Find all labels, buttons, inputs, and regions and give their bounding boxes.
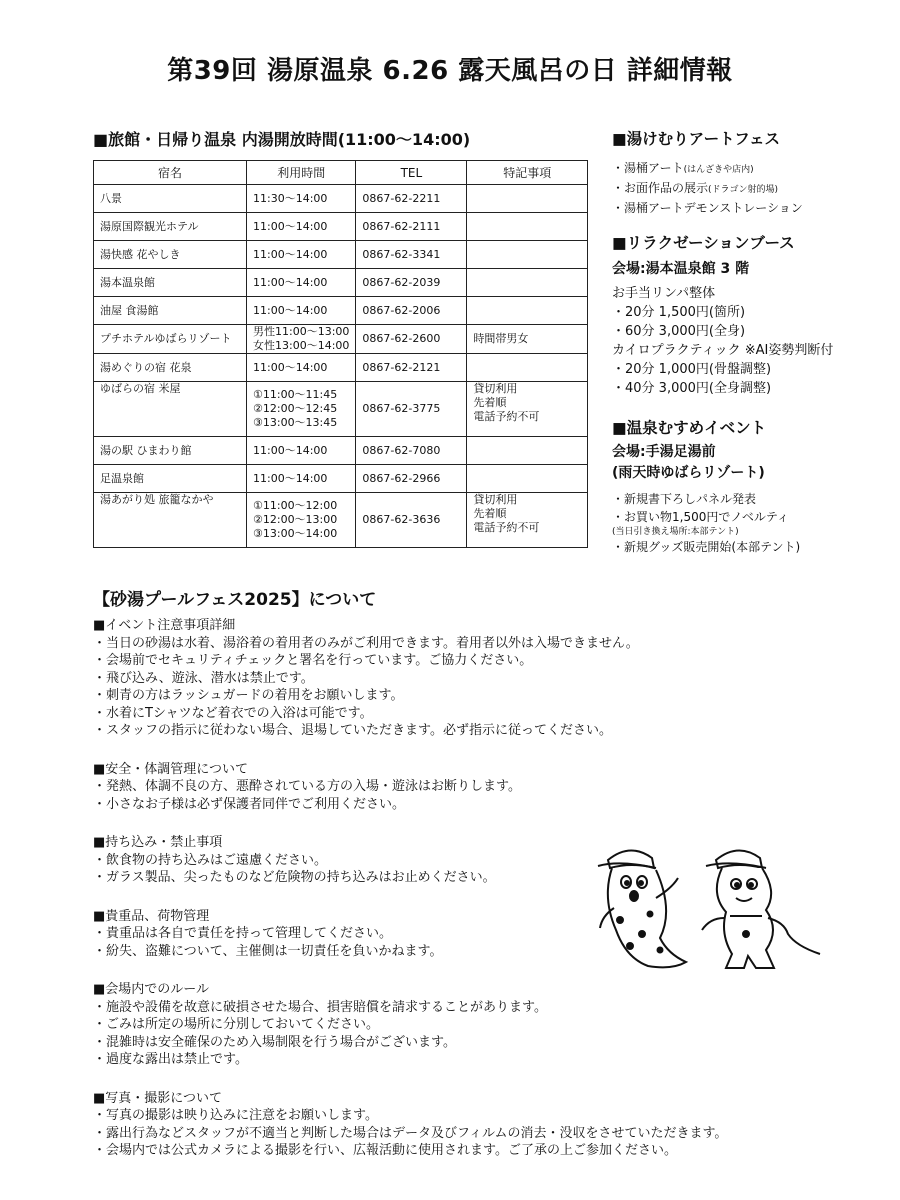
notice-line: ・混雑時は安全確保のため入場制限を行う場合がございます。 — [93, 1034, 456, 1050]
inn-tel: 0867-62-2039 — [356, 269, 467, 297]
table-row — [94, 297, 588, 325]
inn-name: 足温泉館 — [94, 465, 247, 493]
table-row — [94, 493, 588, 548]
inn-name: 湯あがり処 旅籠なかや — [94, 493, 247, 548]
column-header-time: 利用時間 — [247, 161, 356, 185]
event-item: ・お買い物1,500円でノベルティ — [612, 510, 789, 524]
table-row — [94, 241, 588, 269]
inn-name: 油屋 食湯館 — [94, 297, 247, 325]
inn-note — [467, 465, 588, 493]
mascot-left — [598, 850, 686, 967]
inn-note-line: 電話予約不可 — [473, 521, 540, 534]
inn-note — [467, 297, 588, 325]
inn-name: 湯の駅 ひまわり館 — [94, 437, 247, 465]
event-item: ・新規グッズ販売開始(本部テント) — [612, 540, 801, 554]
relax-line: ・20分 1,000円(骨盤調整) — [612, 362, 772, 377]
inn-name: 湯快感 花やしき — [94, 241, 247, 269]
inn-time-line: 11:00〜14:00 — [253, 471, 328, 485]
notice-line: ・会場内では公式カメラによる撮影を行い、広報活動に使用されます。ご了承の上ご参加ください。 — [93, 1143, 677, 1158]
notice-line: ・施設や設備を故意に破損させた場合、損害賠償を請求することがあります。 — [93, 999, 547, 1015]
notice-heading: ■貴重品、荷物管理 — [93, 908, 210, 924]
inn-time — [247, 241, 356, 269]
art-item — [612, 179, 842, 199]
inn-tel: 0867-62-2111 — [356, 213, 467, 241]
notice-heading: ■持ち込み・禁止事項 — [93, 835, 223, 850]
inn-note-line: 貸切利用 — [473, 493, 518, 506]
art-item: ・湯桶アートデモンストレーション — [612, 201, 803, 215]
relax-line: ・60分 3,000円(全身) — [612, 324, 746, 339]
inn-time-line: ②12:00〜12:45 — [253, 402, 338, 415]
notice-line: ・飲食物の持ち込みはご遠慮ください。 — [93, 852, 328, 868]
inn-time-line: ③13:00〜13:45 — [253, 416, 338, 429]
inn-time — [247, 493, 356, 548]
inn-note — [467, 437, 588, 465]
inn-time — [247, 185, 356, 213]
event-venue: 会場:手湯足湯前 — [612, 444, 716, 460]
inn-note-line: 先着順 — [473, 396, 507, 409]
inn-note — [467, 213, 588, 241]
notice-heading: ■写真・撮影について — [93, 1090, 223, 1106]
inn-time-line: 11:00〜14:00 — [253, 219, 328, 233]
relax-line: ・20分 1,500円(箇所) — [612, 305, 746, 320]
inn-tel: 0867-62-2006 — [356, 297, 467, 325]
inn-note-line: 先着順 — [473, 507, 507, 520]
notice-line: ・発熱、体調不良の方、悪酔されている方の入場・遊泳はお断りします。 — [93, 779, 521, 794]
inn-time — [247, 382, 356, 437]
pool-fest-title: 【砂湯プールフェス2025】について — [93, 590, 377, 610]
inn-table-body — [94, 185, 588, 548]
table-row — [94, 213, 588, 241]
inn-note — [467, 185, 588, 213]
inn-name: プチホテルゆばらリゾート — [94, 325, 247, 354]
event-venue-rain: (雨天時ゆばらリゾート) — [612, 465, 765, 481]
inn-time — [247, 437, 356, 465]
notice-heading: ■安全・体調管理について — [93, 761, 249, 777]
mascot-right — [702, 850, 820, 968]
inn-note — [467, 269, 588, 297]
table-row — [94, 354, 588, 382]
notice-line: ・小さなお子様は必ず保護者同伴でご利用ください。 — [93, 796, 406, 812]
inn-time — [247, 354, 356, 382]
inn-name: 湯本温泉館 — [94, 269, 247, 297]
table-header-row — [94, 161, 588, 185]
inn-time-line: 11:00〜14:00 — [253, 275, 328, 289]
relax-price-list — [612, 284, 842, 398]
inn-note — [467, 493, 588, 548]
notice-heading: ■イベント注意事項詳細 — [93, 618, 236, 633]
column-header-note: 特記事項 — [467, 161, 588, 185]
inn-time-line: 11:00〜14:00 — [253, 360, 328, 374]
inn-time — [247, 465, 356, 493]
inn-time-line: 11:00〜14:00 — [253, 303, 328, 317]
table-row — [94, 269, 588, 297]
inn-time-line: 11:30〜14:00 — [253, 191, 328, 205]
art-item-label: ・お面作品の展示 — [612, 181, 709, 195]
relax-booth-heading: ■リラクゼーションブース — [612, 234, 795, 252]
inn-tel: 0867-62-2121 — [356, 354, 467, 382]
right-column — [612, 127, 842, 556]
inn-note-line: 時間帯男女 — [473, 332, 529, 345]
inn-time-line: 女性13:00〜14:00 — [253, 339, 350, 352]
relax-line: カイロプラクティック ※AI姿勢判断付 — [612, 343, 834, 358]
table-row — [94, 382, 588, 437]
inn-note — [467, 325, 588, 354]
page-title: 第39回 湯原温泉 6.26 露天風呂の日 詳細情報 — [167, 56, 733, 86]
table-row — [94, 325, 588, 354]
notice-heading: ■会場内でのルール — [93, 982, 210, 997]
notice-section — [93, 1090, 833, 1160]
inn-tel: 0867-62-2211 — [356, 185, 467, 213]
art-item-location: (はんざきや店内) — [683, 165, 754, 175]
notice-line: ・写真の撮影は映り込みに注意をお願いします。 — [93, 1108, 378, 1123]
inn-tel: 0867-62-2966 — [356, 465, 467, 493]
mascot-illustration — [590, 838, 840, 978]
notice-section — [93, 981, 833, 1069]
event-item-note: (当日引き換え場所:本部テント) — [612, 527, 739, 537]
inn-table — [93, 160, 588, 548]
notice-line: ・露出行為などスタッフが不適当と判断した場合はデータ及びフィルムの消去・没収をさせていただきます。 — [93, 1125, 728, 1141]
inn-note — [467, 382, 588, 437]
column-header-name: 宿名 — [94, 161, 247, 185]
inn-time-line: ①11:00〜12:00 — [253, 499, 338, 512]
inn-tel: 0867-62-3636 — [356, 493, 467, 548]
notice-line: ・当日の砂湯は水着、湯浴着の着用者のみがご利用できます。着用者以外は入場できません。 — [93, 635, 639, 651]
notice-line: ・会場前でセキュリティチェックと署名を行っています。ご協力ください。 — [93, 653, 533, 668]
relax-line: ・40分 3,000円(全身調整) — [612, 381, 772, 396]
art-fest-heading: ■湯けむりアートフェス — [612, 130, 780, 148]
art-item-label: ・湯桶アート — [612, 161, 684, 175]
inn-name: 湯原国際観光ホテル — [94, 213, 247, 241]
notice-line: ・貴重品は各自で責任を持って管理してください。 — [93, 926, 393, 941]
relax-line: お手当リンパ整体 — [612, 286, 716, 301]
table-row — [94, 465, 588, 493]
inn-note — [467, 241, 588, 269]
inn-time — [247, 297, 356, 325]
inn-time-line: 11:00〜14:00 — [253, 443, 328, 457]
art-item-location: (ドラゴン射的場) — [708, 185, 779, 195]
notice-line: ・ごみは所定の場所に分別しておいてください。 — [93, 1017, 380, 1032]
inn-time-line: ①11:00〜11:45 — [253, 388, 338, 401]
notice-line: ・刺青の方はラッシュガードの着用をお願いします。 — [93, 688, 404, 703]
inn-name: 八景 — [94, 185, 247, 213]
inn-time-line: 11:00〜14:00 — [253, 247, 328, 261]
column-header-tel: TEL — [356, 161, 467, 185]
notice-line: ・水着にTシャツなど着衣での入浴は可能です。 — [93, 705, 373, 721]
onsen-musume-heading: ■温泉むすめイベント — [612, 419, 767, 437]
table-row — [94, 185, 588, 213]
notice-section — [93, 761, 833, 814]
inn-note-line: 電話予約不可 — [473, 410, 540, 423]
inn-note — [467, 354, 588, 382]
table-row — [94, 437, 588, 465]
inn-note-line: 貸切利用 — [473, 382, 518, 395]
inn-time — [247, 269, 356, 297]
art-item — [612, 159, 842, 179]
inn-time-line: ③13:00〜14:00 — [253, 527, 338, 540]
inn-time — [247, 325, 356, 354]
notice-section — [93, 617, 833, 740]
event-item: ・新規書下ろしパネル発表 — [612, 492, 757, 506]
notice-line: ・過度な露出は禁止です。 — [93, 1052, 248, 1067]
inn-section-heading: ■旅館・日帰り温泉 内湯開放時間(11:00〜14:00) — [93, 130, 471, 149]
inn-tel: 0867-62-3341 — [356, 241, 467, 269]
inn-name: ゆばらの宿 米屋 — [94, 382, 247, 437]
inn-time-line: 男性11:00〜13:00 — [253, 325, 350, 338]
inn-tel: 0867-62-3775 — [356, 382, 467, 437]
inn-tel: 0867-62-2600 — [356, 325, 467, 354]
notice-line: ・飛び込み、遊泳、潜水は禁止です。 — [93, 670, 314, 686]
inn-name: 湯めぐりの宿 花泉 — [94, 354, 247, 382]
notice-line: ・紛失、盗難について、主催側は一切責任を負いかねます。 — [93, 943, 443, 959]
inn-time-line: ②12:00〜13:00 — [253, 513, 338, 526]
notice-line: ・ガラス製品、尖ったものなど危険物の持ち込みはお止めください。 — [93, 870, 496, 885]
relax-venue: 会場:湯本温泉館 3 階 — [612, 261, 750, 277]
notice-line: ・スタッフの指示に従わない場合、退場していただきます。必ず指示に従ってください。 — [93, 723, 612, 738]
inn-tel: 0867-62-7080 — [356, 437, 467, 465]
inn-time — [247, 213, 356, 241]
